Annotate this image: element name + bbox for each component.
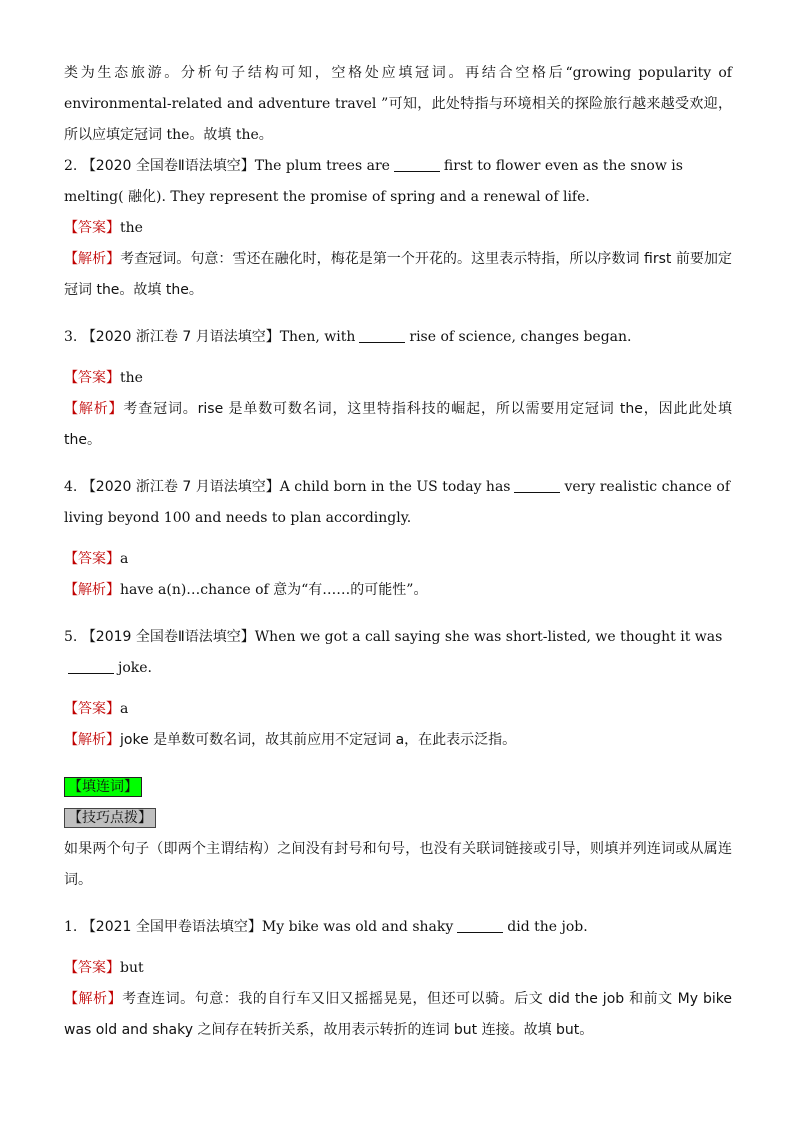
answer-line (64, 694, 732, 725)
analysis-text: 考查冠词。rise 是单数可数名词，这里特指科技的崛起，所以需要用定冠词 the，因此此处填 the。 (64, 401, 732, 448)
answer-tag: 【答案】 (64, 701, 120, 717)
analysis-line (64, 394, 732, 456)
analysis-tag: 【解析】 (64, 251, 121, 267)
question-text-before: A child born in the US today has (279, 479, 511, 495)
analysis-line (64, 984, 732, 1046)
tip-title: 【技巧点拨】 (64, 808, 156, 828)
analysis-line (64, 244, 732, 306)
analysis-tag: 【解析】 (64, 582, 120, 598)
answer-value: but (120, 960, 144, 976)
question-text-after: did the job. (507, 919, 588, 935)
analysis-tag: 【解析】 (64, 401, 124, 417)
question-text-after: very realistic chance of living beyond 100 and needs to plan accordingly. (64, 479, 730, 526)
question-text-before: The plum trees are (254, 158, 390, 174)
conjunction-question-1 (64, 912, 732, 943)
analysis-text: 考查冠词。句意：雪还在融化时，梅花是第一个开花的。这里表示特指，所以序数词 first 前要加定冠词 the。故填 the。 (64, 251, 732, 298)
question-number: 1. (64, 919, 78, 935)
analysis-text: have a(n)…chance of 意为“有……的可能性”。 (120, 582, 428, 598)
question-number: 4. (64, 479, 78, 495)
question-number: 2. (64, 158, 78, 174)
answer-value: the (120, 220, 143, 236)
answer-blank (394, 157, 440, 172)
answer-line (64, 544, 732, 575)
section-heading-line (64, 772, 732, 803)
question-4 (64, 472, 732, 534)
answer-blank (514, 478, 560, 493)
answer-line (64, 363, 732, 394)
analysis-tag: 【解析】 (64, 991, 123, 1007)
analysis-text: joke 是单数可数名词，故其前应用不定冠词 a，在此表示泛指。 (120, 732, 517, 748)
answer-tag: 【答案】 (64, 220, 120, 236)
question-source: 【2020 全国卷Ⅱ语法填空】 (81, 158, 255, 174)
question-source: 【2020 浙江卷 7 月语法填空】 (81, 479, 280, 495)
analysis-tag: 【解析】 (64, 732, 120, 748)
question-2 (64, 151, 732, 213)
answer-blank (68, 659, 114, 674)
analysis-text: 考查连词。句意：我的自行车又旧又摇摇晃晃，但还可以骑。后文 did the job 和前文 My bike was old and shaky 之间存在转折关系，故用表示转折的连词 but 连接。故填 but。 (64, 991, 732, 1038)
question-text-after: rise of science, changes began. (409, 329, 632, 345)
question-text-before: My bike was old and shaky (261, 919, 454, 935)
answer-blank (359, 328, 405, 343)
question-number: 3. (64, 329, 78, 345)
question-source: 【2020 浙江卷 7 月语法填空】 (81, 329, 280, 345)
intro-paragraph: 类为生态旅游。分析句子结构可知，空格处应填冠词。再结合空格后“growing popularity of environmental-related and adventure travel ”可知，此处特指与环境相关的探险旅行越来越受欢迎，所以应填定冠词 the。故填 the。 (64, 65, 732, 143)
answer-tag: 【答案】 (64, 960, 120, 976)
question-text-after: first to flower even as the snow is melting( 融化). They represent the promise of spring and a renewal of life. (64, 158, 683, 205)
tip-text: 如果两个句子（即两个主谓结构）之间没有封号和句号，也没有关联词链接或引导，则填并列连词或从属连词。 (64, 841, 732, 888)
question-text-before: Then, with (279, 329, 356, 345)
section-title: 【填连词】 (64, 777, 142, 797)
analysis-line (64, 725, 732, 756)
answer-tag: 【答案】 (64, 551, 120, 567)
tip-heading-line (64, 803, 732, 834)
answer-tag: 【答案】 (64, 370, 120, 386)
question-3 (64, 322, 732, 353)
answer-line (64, 213, 732, 244)
question-number: 5. (64, 629, 78, 645)
question-5 (64, 622, 732, 684)
answer-value: the (120, 370, 143, 386)
analysis-line (64, 575, 732, 606)
question-text-after: joke. (118, 660, 152, 676)
answer-line (64, 953, 732, 984)
question-source: 【2019 全国卷Ⅱ语法填空】 (81, 629, 255, 645)
answer-blank (457, 918, 503, 933)
answer-value: a (120, 551, 129, 567)
answer-value: a (120, 701, 129, 717)
question-source: 【2021 全国甲卷语法填空】 (81, 919, 262, 935)
question-text-before: When we got a call saying she was short-listed, we thought it was (254, 629, 723, 645)
document-page (64, 58, 732, 1046)
